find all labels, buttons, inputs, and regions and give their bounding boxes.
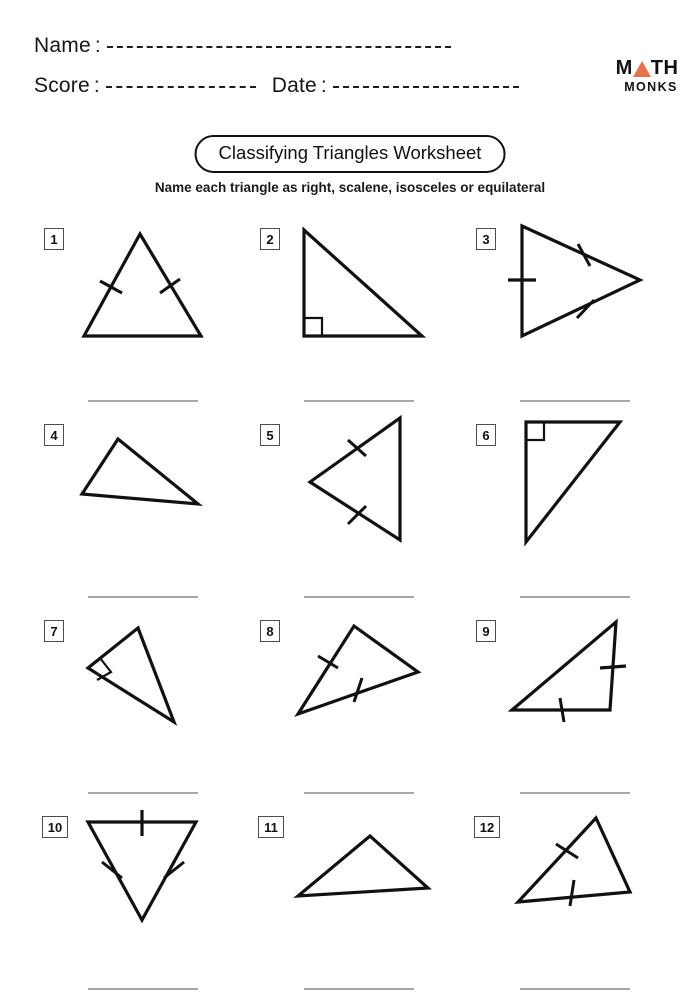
problem-cell-8 xyxy=(248,604,463,800)
problem-row xyxy=(0,604,700,800)
triangle-figure-6 xyxy=(498,414,678,554)
logo-wordmark-math xyxy=(604,58,690,78)
problem-cell-9 xyxy=(464,604,679,800)
logo-letters-th: TH xyxy=(650,57,679,79)
problem-cell-7 xyxy=(32,604,247,800)
date-colon: : xyxy=(320,74,327,97)
problem-number-badge: 4 xyxy=(44,424,64,446)
problem-number-badge: 6 xyxy=(476,424,496,446)
problem-number-badge: 1 xyxy=(44,228,64,250)
page-subtitle: Name each triangle as right, scalene, isosceles or equilateral xyxy=(154,180,546,195)
logo-letter-m: M xyxy=(615,57,633,79)
answer-line-7[interactable] xyxy=(88,792,198,794)
problem-cell-6 xyxy=(464,408,679,604)
answer-line-9[interactable] xyxy=(520,792,630,794)
name-label: Name xyxy=(34,34,91,57)
triangle-figure-12 xyxy=(498,806,678,946)
math-monks-logo xyxy=(604,58,690,94)
problem-cell-12 xyxy=(464,800,679,996)
date-label: Date xyxy=(271,74,317,97)
worksheet-header xyxy=(0,34,700,124)
problem-cell-1 xyxy=(32,212,247,408)
answer-line-6[interactable] xyxy=(520,596,630,598)
triangle-figure-2 xyxy=(282,218,462,358)
problem-number-badge: 7 xyxy=(44,620,64,642)
triangle-figure-8 xyxy=(282,610,462,750)
score-label: Score xyxy=(34,74,90,97)
score-date-field-row xyxy=(34,74,519,98)
problem-number-badge: 8 xyxy=(260,620,280,642)
answer-line-3[interactable] xyxy=(520,400,630,402)
answer-line-12[interactable] xyxy=(520,988,630,990)
problem-row xyxy=(0,800,700,996)
triangle-figure-4 xyxy=(66,414,246,554)
problem-cell-10 xyxy=(32,800,247,996)
triangle-figure-3 xyxy=(498,218,678,358)
problem-row xyxy=(0,212,700,408)
problem-cell-5 xyxy=(248,408,463,604)
problem-cell-2 xyxy=(248,212,463,408)
triangle-figure-9 xyxy=(498,610,678,750)
score-input-line[interactable] xyxy=(106,85,256,88)
problem-row xyxy=(0,408,700,604)
answer-line-5[interactable] xyxy=(304,596,414,598)
answer-line-1[interactable] xyxy=(88,400,198,402)
name-field-row xyxy=(34,34,451,58)
page-title: Classifying Triangles Worksheet xyxy=(195,135,506,173)
problem-number-badge: 3 xyxy=(476,228,496,250)
answer-line-2[interactable] xyxy=(304,400,414,402)
answer-line-8[interactable] xyxy=(304,792,414,794)
problem-cell-11 xyxy=(248,800,463,996)
logo-wordmark-monks: MONKS xyxy=(624,80,678,94)
problem-number-badge: 9 xyxy=(476,620,496,642)
problems-grid xyxy=(0,212,700,996)
triangle-figure-11 xyxy=(282,806,462,946)
problem-cell-3 xyxy=(464,212,679,408)
triangle-figure-7 xyxy=(66,610,246,750)
answer-line-4[interactable] xyxy=(88,596,198,598)
date-input-line[interactable] xyxy=(333,85,519,88)
problem-number-badge: 11 xyxy=(258,816,284,838)
answer-line-10[interactable] xyxy=(88,988,198,990)
logo-triangle-icon xyxy=(633,61,651,77)
triangle-figure-1 xyxy=(66,218,246,358)
triangle-figure-10 xyxy=(66,806,246,946)
name-input-line[interactable] xyxy=(107,45,451,48)
score-colon: : xyxy=(93,74,100,97)
problem-number-badge: 12 xyxy=(474,816,500,838)
problem-number-badge: 10 xyxy=(42,816,68,838)
problem-number-badge: 2 xyxy=(260,228,280,250)
triangle-figure-5 xyxy=(282,414,462,554)
problem-number-badge: 5 xyxy=(260,424,280,446)
answer-line-11[interactable] xyxy=(304,988,414,990)
name-colon: : xyxy=(94,34,101,57)
problem-cell-4 xyxy=(32,408,247,604)
